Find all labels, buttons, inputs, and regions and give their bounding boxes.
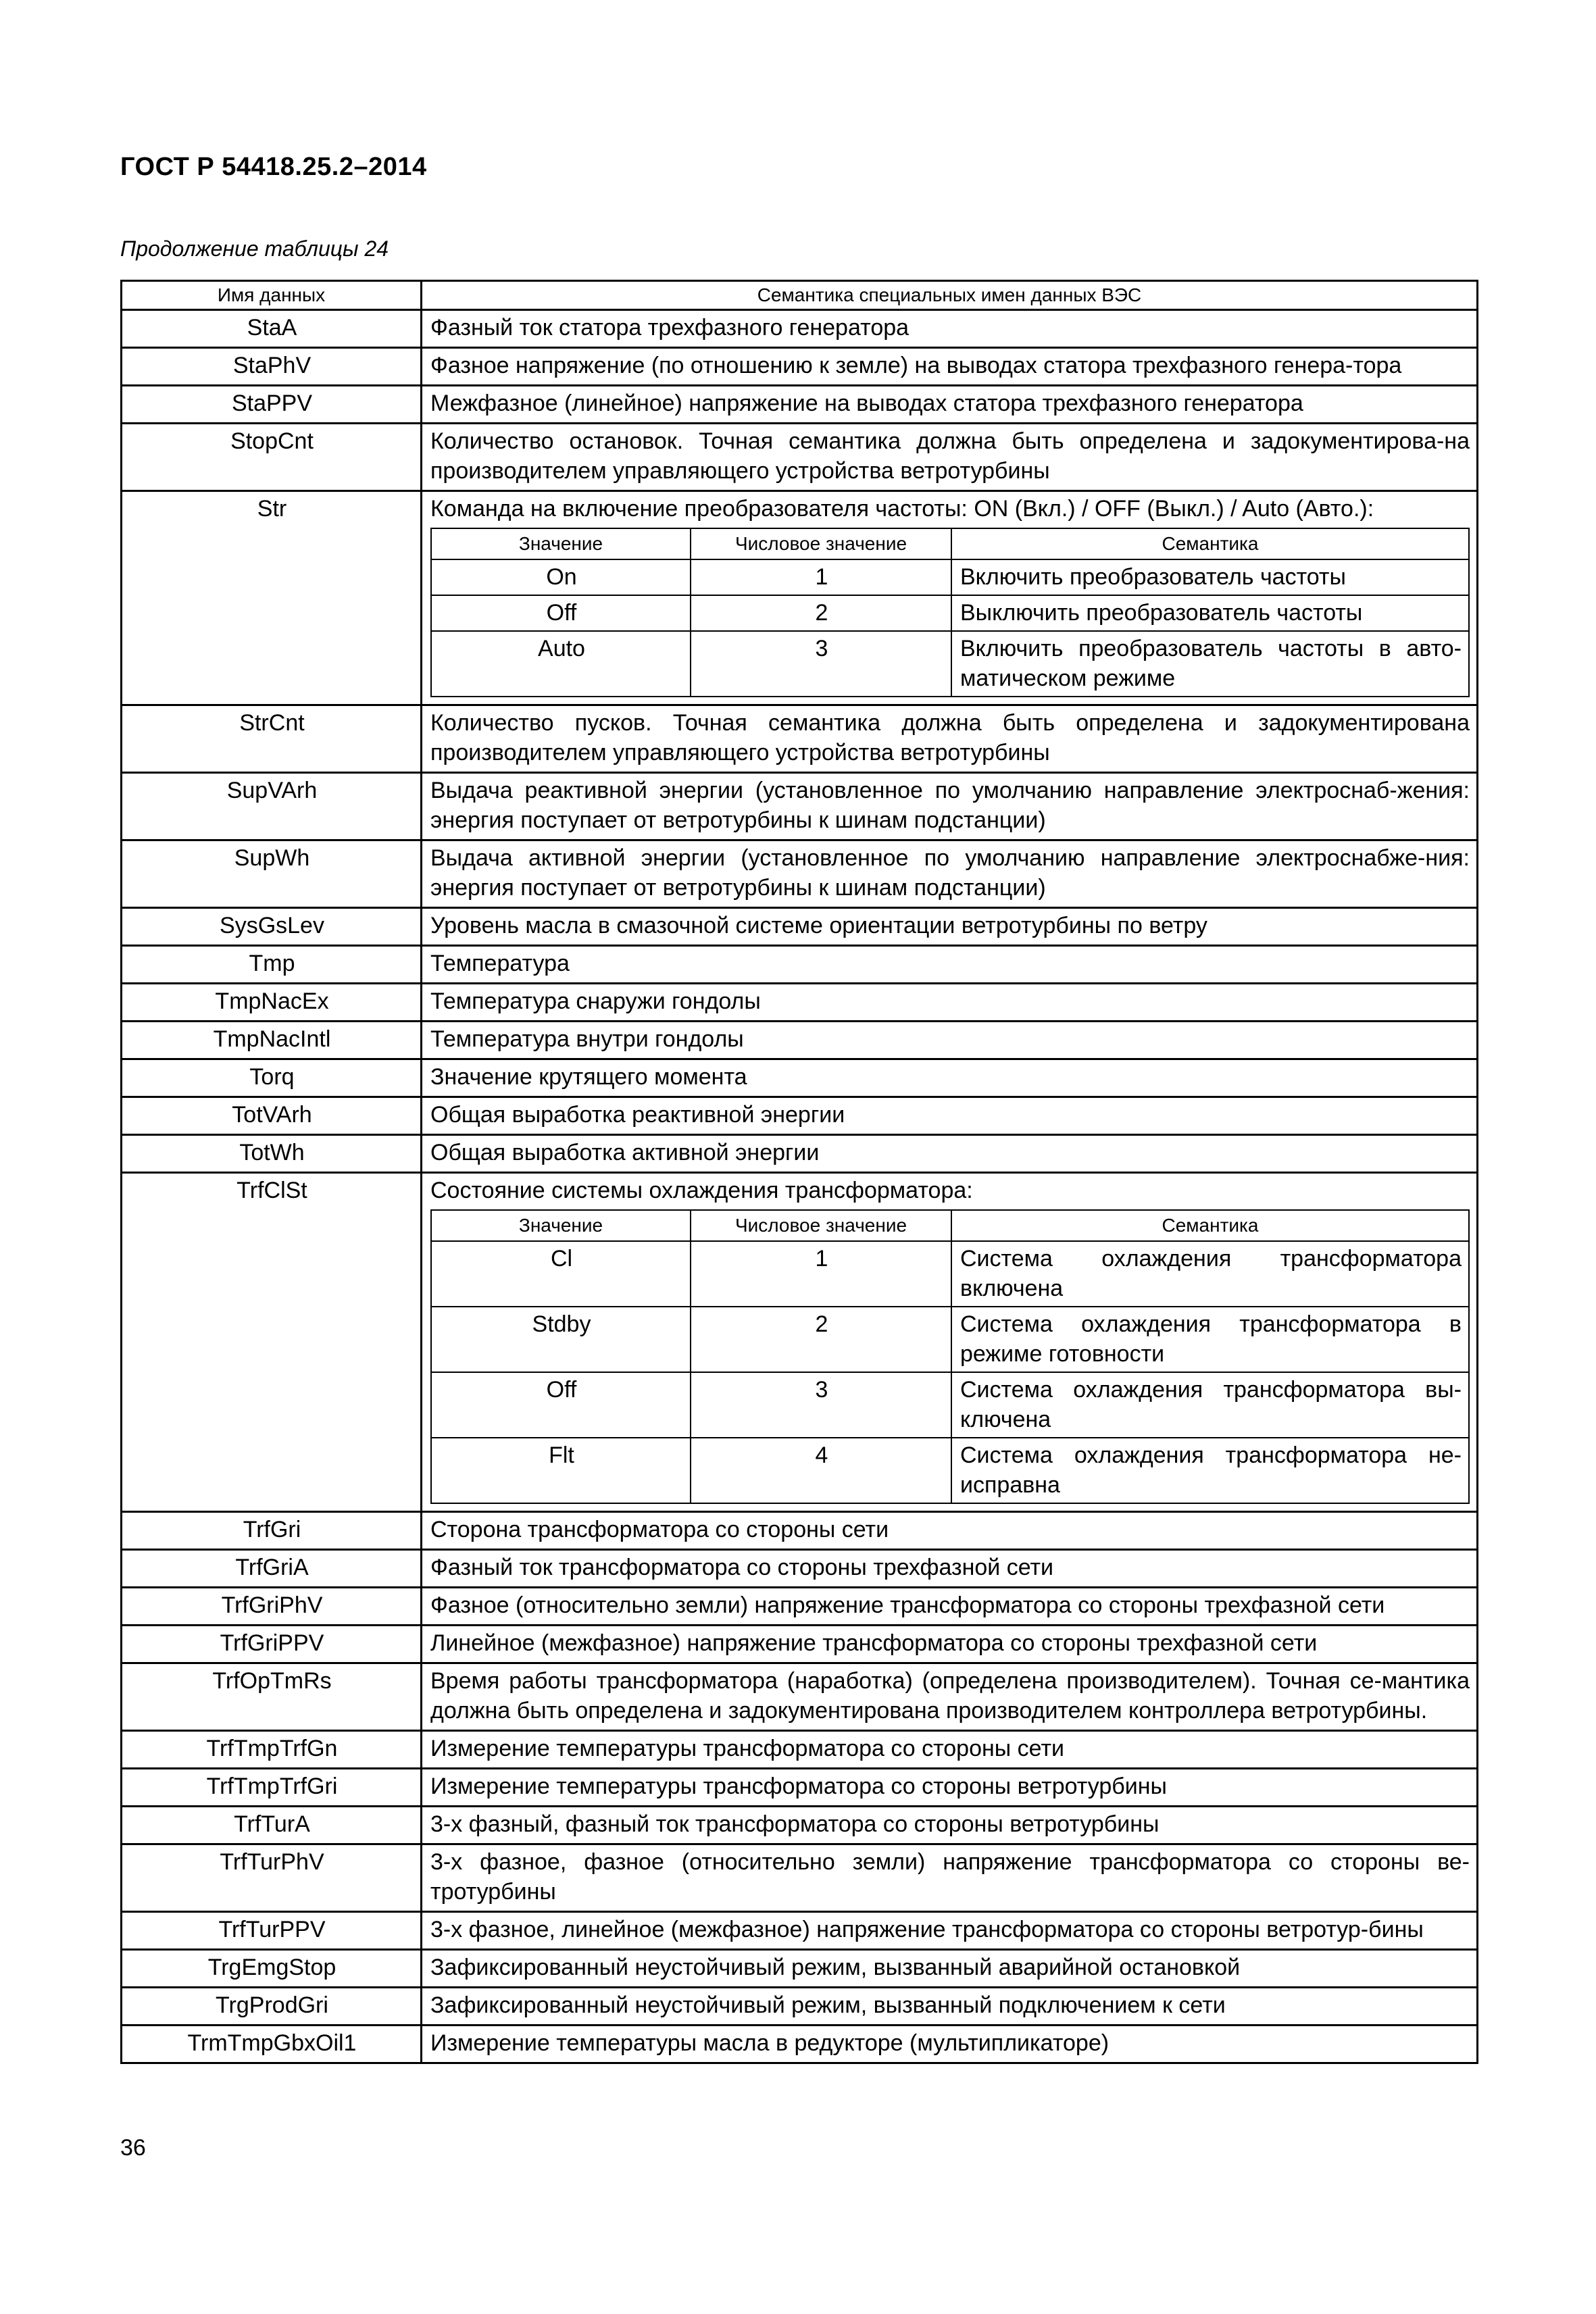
semantics-text: Выдача активной энергии (установленное по умолчанию направление электроснабже-ния: энергия поступает от ветротурбины к шинам подстанции) [430, 845, 1470, 901]
column-header-name: Имя данных [122, 281, 422, 310]
semantics-cell [422, 1022, 1478, 1059]
semantics-cell [422, 1626, 1478, 1663]
data-name-cell: StopCnt [122, 424, 422, 491]
subtable-header-value: Значение [431, 528, 691, 559]
subtable-row [431, 631, 1469, 697]
table-row [122, 908, 1478, 946]
semantics-text: Фазное (относительно земли) напряжение трансформатора со стороны трехфазной сети [430, 1592, 1385, 1618]
semantics-cell [422, 705, 1478, 773]
data-name-cell: TrfTmpTrfGn [122, 1731, 422, 1769]
semantics-text: Фазный ток статора трехфазного генератора [430, 315, 909, 341]
data-name-cell: SupWh [122, 840, 422, 908]
subtable-value-cell: Stdby [431, 1307, 691, 1372]
data-name-cell: TrfTurPhV [122, 1844, 422, 1912]
semantics-text: 3-х фазный, фазный ток трансформатора со стороны ветротурбины [430, 1811, 1159, 1837]
semantics-text: 3-х фазное, линейное (межфазное) напряжение трансформатора со стороны ветротур-бины [430, 1917, 1424, 1942]
subtable-semantics-cell: Включить преобразователь частоты в авто-матическом режиме [951, 631, 1469, 697]
semantics-cell [422, 1663, 1478, 1731]
table-row [122, 1512, 1478, 1550]
table-row [122, 1912, 1478, 1950]
subtable-semantics-cell: Система охлаждения трансформатора не-исправна [951, 1438, 1469, 1503]
table-row [122, 1588, 1478, 1626]
data-name-cell: StrCnt [122, 705, 422, 773]
semantics-cell [422, 1844, 1478, 1912]
semantics-cell [422, 840, 1478, 908]
semantics-text: 3-х фазное, фазное (относительно земли) напряжение трансформатора со стороны ве-тротурбины [430, 1849, 1470, 1905]
semantics-text: Температура внутри гондолы [430, 1026, 744, 1052]
table-row [122, 1807, 1478, 1844]
subtable-header-numeric: Числовое значение [691, 1210, 951, 1241]
semantics-text: Время работы трансформатора (наработка) (определена производителем). Точная се-мантика должна быть определена и задокументирована производителем контроллера ветротурбины. [430, 1668, 1470, 1724]
semantics-text: Измерение температуры масла в редукторе (мультипликаторе) [430, 2030, 1109, 2056]
subtable-number-cell: 1 [691, 1241, 951, 1307]
data-name-cell: TotWh [122, 1135, 422, 1173]
data-name-cell: TrfGriA [122, 1550, 422, 1588]
data-name-cell: TmpNacEx [122, 984, 422, 1022]
subtable-number-cell: 4 [691, 1438, 951, 1503]
semantics-cell [422, 946, 1478, 984]
semantics-text: Команда на включение преобразователя частоты: ON (Вкл.) / OFF (Выкл.) / Auto (Авто.): [430, 496, 1374, 522]
table-row [122, 424, 1478, 491]
semantics-text: Зафиксированный неустойчивый режим, вызванный аварийной остановкой [430, 1955, 1241, 1980]
semantics-text: Сторона трансформатора со стороны сети [430, 1517, 889, 1542]
table-row [122, 1663, 1478, 1731]
subtable-number-cell: 3 [691, 1372, 951, 1438]
data-name-cell: TrgEmgStop [122, 1950, 422, 1988]
table-caption: Продолжение таблицы 24 [120, 236, 389, 261]
semantics-text: Фазное напряжение (по отношению к земле) на выводах статора трехфазного генера-тора [430, 353, 1402, 378]
table-row [122, 1988, 1478, 2026]
table-row [122, 1550, 1478, 1588]
data-name-cell: TrgProdGri [122, 1988, 422, 2026]
table-row [122, 348, 1478, 386]
semantics-cell [422, 310, 1478, 348]
subtable-number-cell: 3 [691, 631, 951, 697]
semantics-cell [422, 1807, 1478, 1844]
document-title: ГОСТ Р 54418.25.2–2014 [120, 153, 427, 181]
semantics-text: Уровень масла в смазочной системе ориентации ветротурбины по ветру [430, 913, 1207, 938]
table-row [122, 1844, 1478, 1912]
table-row [122, 1731, 1478, 1769]
subtable-header-numeric: Числовое значение [691, 528, 951, 559]
subtable-semantics-cell: Включить преобразователь частоты [951, 559, 1469, 595]
semantics-cell [422, 1173, 1478, 1512]
subtable-row [431, 595, 1469, 631]
semantics-text: Межфазное (линейное) напряжение на выводах статора трехфазного генератора [430, 391, 1303, 416]
subtable-value-cell: Off [431, 1372, 691, 1438]
semantics-text: Температура [430, 951, 570, 976]
data-name-cell: Tmp [122, 946, 422, 984]
data-name-cell: TrfGriPPV [122, 1626, 422, 1663]
semantics-text: Выдача реактивной энергии (установленное по умолчанию направление электроснаб-жения: энергия поступает от ветротурбины к шинам подстанции) [430, 778, 1470, 833]
table-row [122, 2026, 1478, 2063]
semantics-text: Состояние системы охлаждения трансформатора: [430, 1178, 973, 1203]
table-row [122, 310, 1478, 348]
semantics-cell [422, 773, 1478, 840]
semantics-cell [422, 1550, 1478, 1588]
data-name-cell: TrfTurPPV [122, 1912, 422, 1950]
subtable-number-cell: 2 [691, 595, 951, 631]
semantics-cell [422, 1097, 1478, 1135]
data-name-cell: TrfGri [122, 1512, 422, 1550]
subtable-semantics-cell: Система охлаждения трансформатора вы-ключена [951, 1372, 1469, 1438]
data-name-cell: TrmTmpGbxOil1 [122, 2026, 422, 2063]
semantics-cell [422, 1769, 1478, 1807]
semantics-text: Общая выработка реактивной энергии [430, 1102, 845, 1128]
semantics-cell [422, 424, 1478, 491]
table-row [122, 1097, 1478, 1135]
semantics-text: Зафиксированный неустойчивый режим, вызванный подключением к сети [430, 1992, 1226, 2018]
page-number: 36 [120, 2135, 146, 2161]
subtable-header-row [431, 528, 1469, 559]
data-name-cell: TrfTurA [122, 1807, 422, 1844]
semantics-text: Измерение температуры трансформатора со стороны сети [430, 1736, 1065, 1761]
table-row [122, 1022, 1478, 1059]
data-name-cell: TmpNacIntl [122, 1022, 422, 1059]
subtable-row [431, 1307, 1469, 1372]
semantics-cell [422, 348, 1478, 386]
subtable-row [431, 559, 1469, 595]
values-subtable [430, 1209, 1470, 1504]
table-row [122, 773, 1478, 840]
data-name-cell: TrfTmpTrfGri [122, 1769, 422, 1807]
semantics-cell [422, 2026, 1478, 2063]
semantics-cell [422, 1588, 1478, 1626]
table-row [122, 1135, 1478, 1173]
semantics-text: Фазный ток трансформатора со стороны трехфазной сети [430, 1555, 1054, 1580]
semantics-text: Измерение температуры трансформатора со стороны ветротурбины [430, 1774, 1167, 1799]
subtable-semantics-cell: Система охлаждения трансформатора включена [951, 1241, 1469, 1307]
table-row [122, 386, 1478, 424]
table-row [122, 705, 1478, 773]
subtable-value-cell: Cl [431, 1241, 691, 1307]
semantics-cell [422, 1988, 1478, 2026]
semantics-cell [422, 1059, 1478, 1097]
table-row [122, 984, 1478, 1022]
table-row [122, 1059, 1478, 1097]
subtable-value-cell: On [431, 559, 691, 595]
table-header-row [122, 281, 1478, 310]
semantics-text: Количество остановок. Точная семантика должна быть определена и задокументирова-на производителем управляющего устройства ветротурбины [430, 428, 1470, 484]
semantics-cell [422, 1950, 1478, 1988]
column-header-semantics: Семантика специальных имен данных ВЭС [422, 281, 1478, 310]
subtable-semantics-cell: Выключить преобразователь частоты [951, 595, 1469, 631]
subtable-number-cell: 2 [691, 1307, 951, 1372]
subtable-semantics-cell: Система охлаждения трансформатора в режиме готовности [951, 1307, 1469, 1372]
semantics-cell [422, 1912, 1478, 1950]
semantics-text: Количество пусков. Точная семантика должна быть определена и задокументирована производителем управляющего устройства ветротурбины [430, 710, 1470, 765]
subtable-value-cell: Flt [431, 1438, 691, 1503]
data-name-cell: Torq [122, 1059, 422, 1097]
data-names-table [120, 280, 1478, 2064]
data-name-cell: SysGsLev [122, 908, 422, 946]
values-subtable [430, 528, 1470, 697]
data-name-cell: SupVArh [122, 773, 422, 840]
semantics-cell [422, 1731, 1478, 1769]
semantics-cell [422, 386, 1478, 424]
subtable-header-semantics: Семантика [951, 528, 1469, 559]
semantics-cell [422, 1512, 1478, 1550]
data-name-cell: StaPhV [122, 348, 422, 386]
data-name-cell: Str [122, 491, 422, 705]
subtable-row [431, 1241, 1469, 1307]
table-row [122, 491, 1478, 705]
semantics-text: Общая выработка активной энергии [430, 1140, 820, 1165]
semantics-cell [422, 984, 1478, 1022]
semantics-cell [422, 908, 1478, 946]
subtable-value-cell: Off [431, 595, 691, 631]
data-name-cell: TrfOpTmRs [122, 1663, 422, 1731]
table-row [122, 1950, 1478, 1988]
data-name-cell: TotVArh [122, 1097, 422, 1135]
data-name-cell: TrfGriPhV [122, 1588, 422, 1626]
table-row [122, 1626, 1478, 1663]
subtable-row [431, 1438, 1469, 1503]
subtable-row [431, 1372, 1469, 1438]
table-row [122, 1769, 1478, 1807]
subtable-number-cell: 1 [691, 559, 951, 595]
semantics-text: Значение крутящего момента [430, 1064, 747, 1090]
subtable-header-semantics: Семантика [951, 1210, 1469, 1241]
semantics-cell [422, 1135, 1478, 1173]
subtable-header-row [431, 1210, 1469, 1241]
data-name-cell: StaA [122, 310, 422, 348]
table-row [122, 840, 1478, 908]
semantics-cell [422, 491, 1478, 705]
subtable-header-value: Значение [431, 1210, 691, 1241]
subtable-value-cell: Auto [431, 631, 691, 697]
semantics-text: Температура снаружи гондолы [430, 988, 761, 1014]
table-row [122, 946, 1478, 984]
semantics-text: Линейное (межфазное) напряжение трансформатора со стороны трехфазной сети [430, 1630, 1318, 1656]
table-row [122, 1173, 1478, 1512]
data-name-cell: StaPPV [122, 386, 422, 424]
data-name-cell: TrfClSt [122, 1173, 422, 1512]
